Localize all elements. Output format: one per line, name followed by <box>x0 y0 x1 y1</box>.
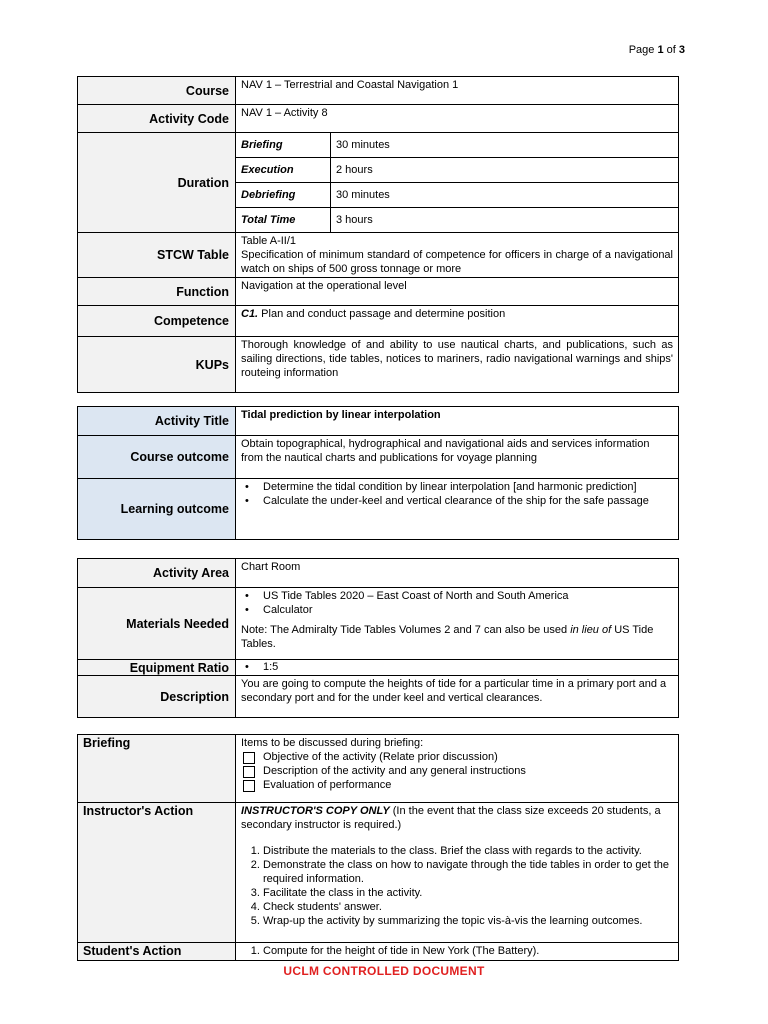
duration-table <box>236 133 678 232</box>
activity-title-label: Activity Title <box>78 407 236 436</box>
instructor-action-value: INSTRUCTOR'S COPY ONLY (In the event that the class size exceeds 20 students, a secondary instructor is required.) 1. Distribute the materials to the class. Brief the class with regards to the activity. 2. Demonstrate the class on how to navigate through the tide tables in order to get the required information. 3. Facilitate the class in the activity. 4. Check students' answer. 5. Wrap-up the activity by summarizing the topic vis-à-vis the learning outcomes. <box>236 803 679 943</box>
page-number: Page 1 of 3 <box>628 44 685 56</box>
activity-title-value: Tidal prediction by linear interpolation <box>236 407 679 436</box>
area-table <box>77 558 679 718</box>
student-action-label: Student's Action <box>78 943 236 961</box>
duration-value: 3 hours <box>336 214 373 226</box>
kups-value: Thorough knowledge of and ability to use nautical charts, and publications, such as sailing directions, tide tables, notices to mariners, radio navigational warnings and ships' routeing information <box>236 337 679 393</box>
activity-area-value: Chart Room <box>236 559 679 588</box>
list-item: 1. Compute for the height of tide in New York (The Battery). <box>263 944 673 958</box>
list-item: 1. Distribute the materials to the class. Brief the class with regards to the activity. <box>263 844 673 858</box>
checkbox-icon <box>243 752 255 764</box>
function-value: Navigation at the operational level <box>236 278 679 306</box>
briefing-value <box>236 735 679 803</box>
course-label: Course <box>78 77 236 105</box>
duration-cell <box>236 133 679 233</box>
description-label: Description <box>78 676 236 718</box>
list-item: • 1:5 <box>263 660 673 674</box>
checklist-item: Evaluation of performance <box>241 778 673 792</box>
briefing-intro: Items to be discussed during briefing: <box>241 737 424 749</box>
instructor-action-label: Instructor's Action <box>78 803 236 943</box>
materials-label: Materials Needed <box>78 588 236 660</box>
duration-key: Total Time <box>236 208 331 233</box>
course-info-table <box>77 76 679 393</box>
materials-value <box>236 588 679 660</box>
procedure-table <box>77 734 679 961</box>
stcw-label: STCW Table <box>78 233 236 278</box>
materials-note: Note: The Admiralty Tide Tables Volumes 2 and 7 can also be used in lieu of US Tide Tables. <box>241 624 654 650</box>
duration-value: 30 minutes <box>331 133 679 158</box>
equipment-ratio-value <box>236 660 679 676</box>
duration-key: Briefing <box>236 133 331 158</box>
checkbox-icon <box>243 780 255 792</box>
course-value: NAV 1 – Terrestrial and Coastal Navigation 1 <box>236 77 679 105</box>
course-outcome-value: Obtain topographical, hydrographical and navigational aids and services information from the nautical charts and publications for voyage planning <box>236 436 679 479</box>
learning-outcome-label: Learning outcome <box>78 479 236 540</box>
duration-key: Debriefing <box>236 183 331 208</box>
course-outcome-label: Course outcome <box>78 436 236 479</box>
competence-value: C1. Plan and conduct passage and determine position <box>236 306 679 337</box>
list-item: 5. Wrap-up the activity by summarizing the topic vis-à-vis the learning outcomes. <box>263 914 673 928</box>
duration-label: Duration <box>78 133 236 233</box>
equipment-ratio-label: Equipment Ratio <box>78 660 236 676</box>
list-item: • Calculate the under-keel and vertical clearance of the ship for the safe passage <box>263 494 673 508</box>
activity-code-label: Activity Code <box>78 105 236 133</box>
stcw-value: Table A-II/1 Specification of minimum standard of competence for officers in charge of a navigational watch on ships of 500 gross tonnage or more <box>236 233 679 278</box>
duration-key: Execution <box>236 158 331 183</box>
checklist-item: Objective of the activity (Relate prior discussion) <box>241 750 673 764</box>
briefing-label: Briefing <box>78 735 236 803</box>
duration-value: 30 minutes <box>331 183 679 208</box>
activity-code-value: NAV 1 – Activity 8 <box>236 105 679 133</box>
kups-label: KUPs <box>78 337 236 393</box>
function-label: Function <box>78 278 236 306</box>
list-item: • Determine the tidal condition by linear interpolation [and harmonic prediction] <box>263 480 673 494</box>
description-value: You are going to compute the heights of tide for a particular time in a primary port and a secondary port and for the under keel and vertical clearances. <box>236 676 679 718</box>
list-item: 3. Facilitate the class in the activity. <box>263 886 673 900</box>
competence-label: Competence <box>78 306 236 337</box>
list-item: • US Tide Tables 2020 – East Coast of North and South America <box>263 589 673 603</box>
duration-value: 2 hours <box>331 158 679 183</box>
activity-area-label: Activity Area <box>78 559 236 588</box>
controlled-document-footer: UCLM CONTROLLED DOCUMENT <box>283 964 485 978</box>
activity-table <box>77 406 679 540</box>
student-action-value <box>236 943 679 961</box>
list-item: • Calculator <box>263 603 673 617</box>
list-item: 4. Check students' answer. <box>263 900 673 914</box>
checkbox-icon <box>243 766 255 778</box>
checklist-item: Description of the activity and any general instructions <box>241 764 673 778</box>
list-item: 2. Demonstrate the class on how to navigate through the tide tables in order to get the required information. <box>263 858 673 886</box>
learning-outcome-value <box>236 479 679 540</box>
